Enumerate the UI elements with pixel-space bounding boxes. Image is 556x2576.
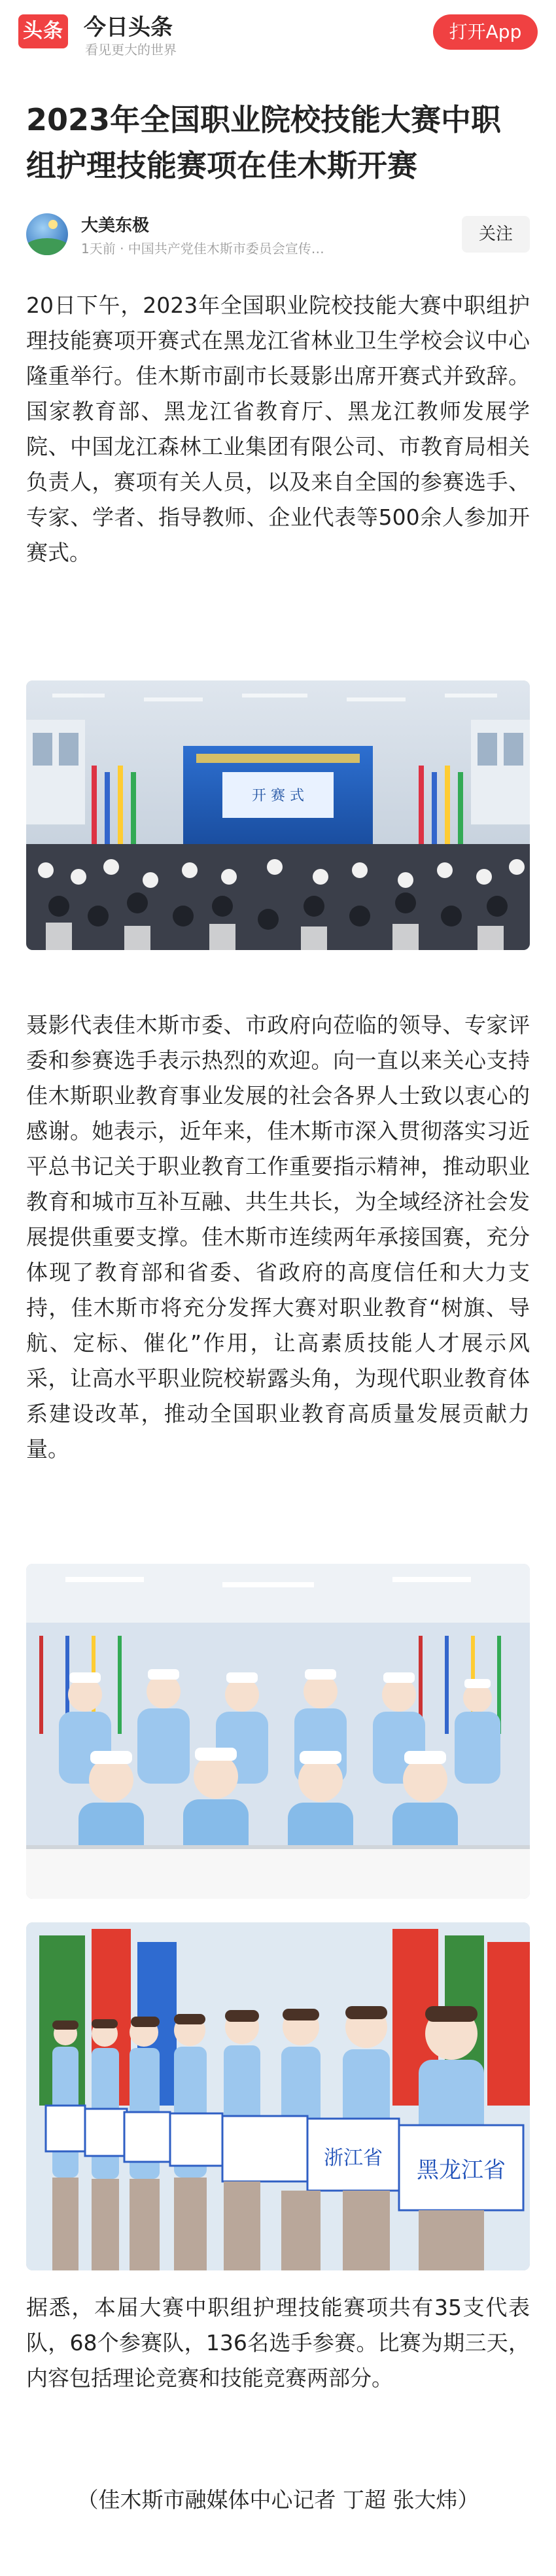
author-avatar[interactable] [26,213,68,255]
article-photo-nurse-teams-with-signs[interactable] [26,1922,530,2270]
author-meta: 1天前 · 中国共产党佳木斯市委员会宣传… [81,241,324,256]
app-name: 今日头条 [84,14,173,41]
app-slogan: 看见更大的世界 [85,42,177,58]
sign-text-zhejiang: 浙江省 [324,2147,383,2170]
article-credit: （佳木斯市融媒体中心记者 丁超 张大炜） [77,2487,479,2513]
article-photo-nurse-contestants-seated[interactable] [26,1564,530,1899]
avatar-sun-shape [48,220,58,229]
author-row [26,209,530,259]
article-paragraph-3: 据悉，本届大赛中职组护理技能赛项共有35支代表队，68个参赛队，136名选手参赛。比赛为期三天，内容包括理论竞赛和技能竞赛两部分。 [26,2295,530,2391]
app-header [0,0,556,63]
sign-text-heilongjiang: 黑龙江省 [417,2157,506,2183]
article-title: 2023年全国职业院校技能大赛中职组护理技能赛项在佳木斯开赛 [26,102,502,183]
open-app-button[interactable]: 打开App [433,14,538,50]
stage-screen-text: 开 赛 式 [252,788,304,804]
toutiao-logo: 头条 [18,14,68,48]
avatar-hill-shape [26,238,68,255]
article-paragraph-2: 聂影代表佳木斯市委、市政府向莅临的领导、专家评委和参赛选手表示热烈的欢迎。向一直以来关心支持佳木斯职业教育事业发展的社会各界人士致以衷心的感谢。她表示，近年来，佳木斯市深入贯彻落实习近平总书记关于职业教育工作重要指示精神，推动职业教育和城市互补互融、共生共长，为全域经济社会发展提供重要支撑。佳木斯市连续两年承接国赛，充分体现了教育部和省委、省政府的高度信任和大力支持，佳木斯市将充分发挥大赛对职业教育“树旗、导航、定标、催化”作用，让高素质技能人才展示风采，让高水平职业院校崭露头角，为现代职业教育体系建设改革，推动全国职业教育高质量发展贡献力量。 [26,1012,530,1462]
author-name[interactable]: 大美东极 [81,216,150,236]
article-photo-opening-ceremony[interactable] [26,680,530,950]
follow-button[interactable]: 关注 [462,216,530,253]
article-paragraph-1: 20日下午，2023年全国职业院校技能大赛中职组护理技能赛项开赛式在黑龙江省林业卫生学校会议中心隆重举行。佳木斯市副市长聂影出席开赛式并致辞。国家教育部、黑龙江省教育厅、黑龙江教师发展学院、中国龙江森林工业集团有限公司、市教育局相关负责人，赛项有关人员，以及来自全国的参赛选手、专家、学者、指导教师、企业代表等500余人参加开赛式。 [26,292,530,565]
